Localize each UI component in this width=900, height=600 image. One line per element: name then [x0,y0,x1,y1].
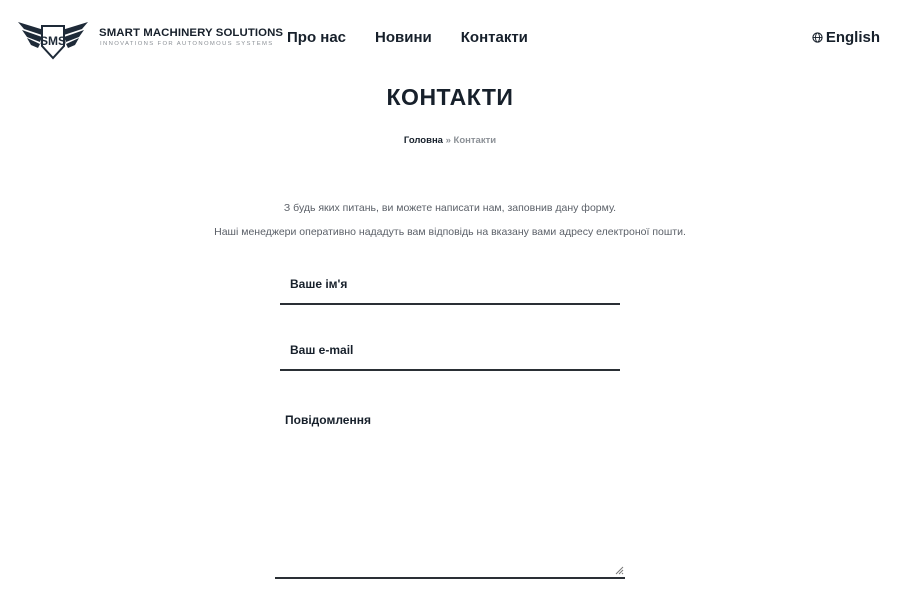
main-nav [287,29,557,46]
breadcrumb-current: Контакти [453,135,497,146]
site-header [0,0,900,78]
resize-handle-icon[interactable] [615,566,624,575]
breadcrumb-home-link[interactable]: Головна [403,135,443,146]
email-field-placeholder: Ваш e-mail [290,343,354,357]
language-label: English [825,29,880,46]
language-switcher[interactable] [812,29,880,46]
message-field[interactable] [275,405,625,579]
intro-line-1: З будь яких питань, ви можете написати нам, заповнив дану форму. [283,202,617,214]
nav-item-about[interactable]: Про нас [287,29,347,46]
nav-item-contacts[interactable]: Контакти [460,29,528,46]
nav-item-news[interactable]: Новини [375,29,432,46]
name-field-placeholder: Ваше ім'я [290,277,348,291]
name-field[interactable] [280,270,620,305]
message-field-placeholder: Повідомлення [285,413,371,427]
logo-monogram: SMS [39,34,67,48]
breadcrumb-separator: » [445,135,451,146]
intro-line-2: Наші менеджери оперативно нададуть вам відповідь на вказану вами адресу електроної пошти. [214,226,686,238]
page-title: КОНТАКТИ [386,84,514,110]
breadcrumb [0,135,900,146]
site-logo[interactable] [18,18,284,60]
intro-text [0,196,900,244]
brand-tagline: INNOVATIONS FOR AUTONOMOUS SYSTEMS [100,41,274,47]
sms-logo-icon [18,18,88,60]
brand-name: SMART MACHINERY SOLUTIONS [99,27,284,39]
globe-icon [812,32,823,43]
email-field[interactable] [280,336,620,371]
